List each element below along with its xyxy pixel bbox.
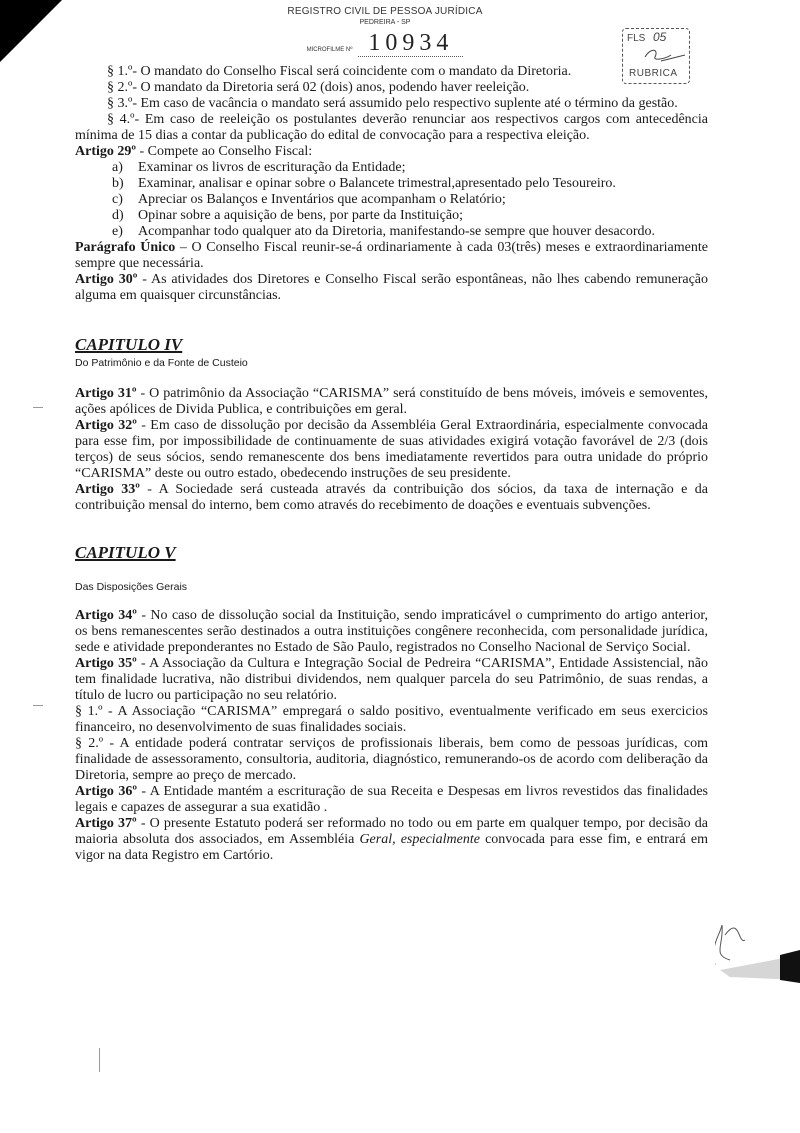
article-text: - O presente Estatuto poderá ser reformado no todo ou em parte em qualquer tempo, por decisão da maioria absoluta dos associados, em Assembléia — [75, 816, 709, 847]
rubrica-label: RUBRICA — [629, 68, 678, 79]
article-35-paragraph-2: § 2.º - A entidade poderá contratar serviços de profissionais liberais, bem como de pessoas jurídicas, com finalidade de assessoramento, consultoria, auditoria, diagnóstico, remunerando-os de acordo com deliberação da Diretoria, sempre ao preço de mercado. — [75, 736, 708, 783]
microfilm-number: 10934 — [358, 30, 463, 57]
scan-corner-shadow — [0, 0, 62, 62]
document-body — [75, 64, 708, 864]
paragraph-1: § 1.º- O mandato do Conselho Fiscal será coincidente com o mandato da Diretoria. — [107, 64, 572, 79]
chapter-4-body — [75, 386, 708, 514]
list-text: Apreciar os Balanços e Inventários que acompanham o Relatório; — [138, 192, 506, 207]
list-item — [75, 160, 708, 176]
article-34 — [75, 608, 708, 656]
article-31 — [75, 386, 708, 418]
article-32 — [75, 418, 708, 482]
article-text: - A Entidade mantém a escrituração de sua Receita e Despesas em livros revestidos das finalidades legais e capazes de assegurar a sua exatidão . — [75, 784, 709, 815]
article-35 — [75, 656, 708, 704]
article-text: - O patrimônio da Associação “CARISMA” será constituído de bens móveis, imóveis e semoventes, ações apólices de Divida Publica, e contribuições em geral. — [75, 386, 709, 417]
scan-mark — [99, 1048, 100, 1072]
article-label: Artigo 34º — [75, 608, 137, 623]
registry-title: REGISTRO CIVIL DE PESSOA JURÍDICA — [287, 6, 483, 17]
article-29 — [75, 144, 708, 160]
microfilm-label: MICROFILME Nº — [306, 47, 353, 53]
list-text: Examinar os livros de escrituração da Entidade; — [138, 160, 406, 175]
article-text: - As atividades dos Diretores e Conselho Fiscal serão espontâneas, não lhes cabendo remuneração alguma em quaisquer circunstâncias. — [75, 272, 708, 303]
article-label: Artigo 37º — [75, 816, 137, 831]
list-item — [75, 192, 708, 208]
paragraph-3: § 3.º- Em caso de vacância o mandato será assumido pelo respectivo suplente até o término da gestão. — [107, 96, 678, 111]
microfilm-row — [230, 27, 540, 57]
list-key: e) — [112, 224, 123, 239]
scan-mark — [33, 407, 43, 408]
chapter-4-subtitle: Do Patrimônio e da Fonte de Custeio — [75, 357, 248, 369]
list-text: Examinar, analisar e opinar sobre o Balancete trimestral,apresentado pelo Tesoureiro. — [138, 176, 616, 191]
article-text: – O Conselho Fiscal reunir-se-á ordinariamente à cada 03(três) meses e extraordinariamente sempre que necessária. — [75, 240, 708, 271]
article-35-paragraph-1: § 1.º - A Associação “CARISMA” empregará o saldo positivo, eventualmente verificado em seus exercicios financeiro, no desenvolvimento de suas finalidades sociais. — [75, 704, 708, 735]
page-number: 05 — [653, 30, 667, 44]
signature-scribble-icon — [715, 905, 800, 985]
article-text: - A Sociedade será custeada através da contribuição dos sócios, da taxa de internação e da contribuição mensal do interno, bem como através do recebimento de doações e eventuais subvenções. — [75, 482, 708, 513]
paragraph-4: § 4.º- Em caso de reeleição os postulantes deverão renunciar aos respectivos cargos com antecedência mínima de 15 dias a contar da publicação do edital de convocação para a respectiva eleição. — [75, 112, 708, 143]
list-item — [75, 176, 708, 192]
list-key: d) — [112, 208, 124, 223]
article-30 — [75, 272, 708, 304]
article-label: Artigo 29º — [75, 144, 136, 159]
article-text: convocada para esse fim, e entrará em vigor na data Registro em Cartório. — [75, 832, 709, 863]
list-item — [75, 224, 708, 240]
article-text: - No caso de dissolução social da Instituição, sendo impraticável o cumprimento do artigo anterior, os bens remanescentes serão destinados a outra instituições congênere reconhecida, com personalidade jurídica, sede e atividade preponderantes no Estado de São Paulo, registrados no Conselho Nacional de Serviço Social. — [75, 608, 708, 655]
list-text: Opinar sobre a aquisição de bens, por parte da Instituição; — [138, 208, 464, 223]
registry-header — [230, 6, 540, 57]
list-key: a) — [112, 160, 123, 175]
rubric-signature-icon — [641, 45, 687, 65]
list-item — [75, 208, 708, 224]
article-36 — [75, 784, 708, 816]
article-label: Artigo 36º — [75, 784, 137, 799]
chapter-5-title: CAPITULO V — [75, 543, 176, 562]
article-label: Artigo 35º — [75, 656, 137, 671]
article-text: - Em caso de dissolução por decisão da Assembléia Geral Extraordinária, especialmente convocada para esse fim, por impossibilidade de continuamente de suas atividades exigirá votação favorável de 2/3 (dois terços) de seus sócios, sendo remanescente dos bens imediatamente revertidos para outra unidade do próprio “CARISMA” deste ou outro estado, obedecendo instruções de seu presidente. — [75, 418, 709, 481]
article-label: Artigo 31º — [75, 386, 137, 401]
article-label: Artigo 30º — [75, 272, 138, 287]
list-key: c) — [112, 192, 123, 207]
chapter-5-subtitle: Das Disposições Gerais — [75, 581, 188, 593]
chapter-5-body — [75, 608, 708, 864]
fls-label: FLS — [627, 33, 646, 44]
list-key: b) — [112, 176, 124, 191]
article-text: - A Associação da Cultura e Integração Social de Pedreira “CARISMA”, Entidade Assistencial, não tem finalidade lucrativa, não distribui dividendos, nem qualquer parcela do seu Patrimônio, de suas rendas, a título de lucro ou participação no seu relatório. — [75, 656, 709, 703]
article-text: - Compete ao Conselho Fiscal: — [136, 144, 313, 159]
article-33 — [75, 482, 708, 514]
article-label: Parágrafo Único — [75, 240, 176, 255]
chapter-4-title: CAPITULO IV — [75, 335, 183, 354]
list-text: Acompanhar todo qualquer ato da Diretoria, manifestando-se sempre que houver desacordo. — [138, 224, 656, 239]
scan-mark — [33, 705, 43, 706]
article-37 — [75, 816, 708, 864]
article-text-italic: Geral, especialmente — [359, 832, 480, 847]
paragrafo-unico — [75, 240, 708, 272]
article-label: Artigo 33º — [75, 482, 140, 497]
article-label: Artigo 32º — [75, 418, 137, 433]
paragraph-2: § 2.º- O mandato da Diretoria será 02 (dois) anos, podendo haver reeleição. — [107, 80, 530, 95]
conselho-fiscal-section — [75, 64, 708, 304]
registry-city: PEDREIRA - SP — [359, 19, 411, 26]
